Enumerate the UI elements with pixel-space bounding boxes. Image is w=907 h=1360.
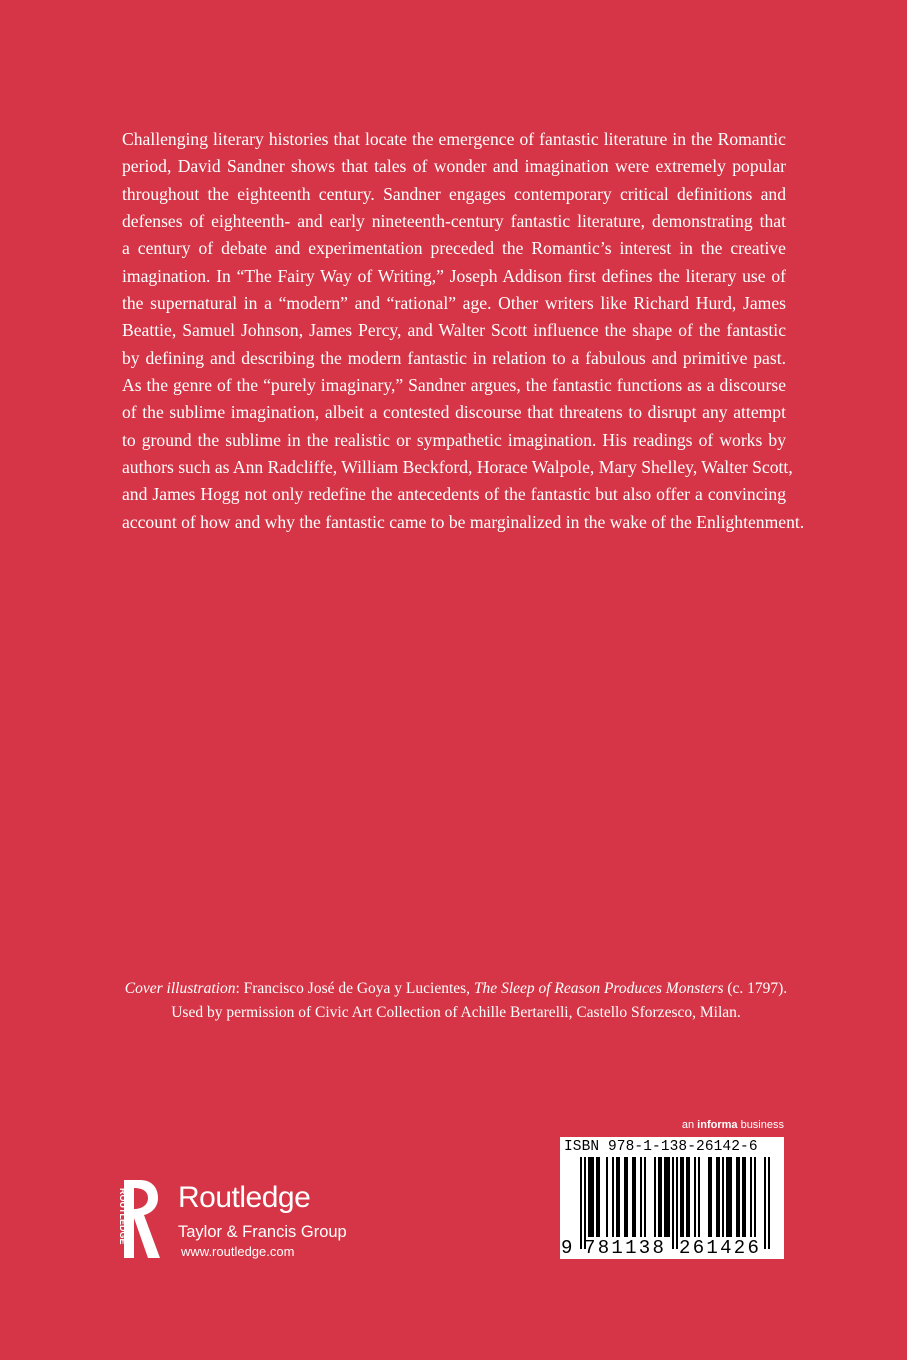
blurb-line: period, David Sandner shows that tales of wonder and imagination were extremely popular (122, 156, 786, 177)
barcode-digits-left: 781138 (584, 1237, 667, 1259)
publisher-name: Routledge (178, 1181, 311, 1214)
barcode-bar (742, 1157, 744, 1237)
isbn-barcode (560, 1137, 784, 1259)
barcode-digits (560, 1238, 784, 1258)
barcode-bar (598, 1157, 600, 1237)
barcode-bar (632, 1157, 634, 1237)
blurb-line: by defining and describing the modern fantastic in relation to a fabulous and primitive past. (122, 347, 786, 368)
barcode-bar (730, 1157, 732, 1237)
credit-work-title: The Sleep of Reason Produces Monsters (473, 980, 724, 997)
barcode-bar (726, 1157, 728, 1237)
barcode-bar (616, 1157, 618, 1237)
barcode-bar (764, 1157, 766, 1249)
barcode-bar (624, 1157, 626, 1237)
blurb-line: As the genre of the “purely imaginary,” Sandner argues, the fantastic functions as a discourse (122, 375, 786, 396)
barcode-bar (722, 1157, 724, 1237)
barcode-bar (634, 1157, 636, 1237)
blurb-line: and James Hogg not only redefine the antecedents of the fantastic but also offer a convincing (122, 484, 786, 505)
barcode-digits-right: 261426 (679, 1237, 762, 1259)
blurb-line: Challenging literary histories that locate the emergence of fantastic literature in the Romantic (122, 129, 786, 149)
barcode-bar (716, 1157, 718, 1237)
cover-illustration-credit (120, 977, 792, 1025)
blurb-line: account of how and why the fantastic came to be marginalized in the wake of the Enlightenment. (122, 511, 805, 532)
barcode-bar (590, 1157, 592, 1237)
barcode-bar (654, 1157, 656, 1237)
barcode-bar (754, 1157, 756, 1237)
barcode-bar (640, 1157, 642, 1237)
barcode-bar (738, 1157, 740, 1237)
blurb-line: to ground the sublime in the realistic or sympathetic imagination. His readings of works by (122, 429, 786, 450)
credit-line-2: Used by permission of Civic Art Collection of Achille Bertarelli, Castello Sforzesco, Milan. (171, 1004, 741, 1021)
barcode-bar (668, 1157, 670, 1237)
barcode-bar (708, 1157, 710, 1237)
barcode-bar (686, 1157, 688, 1237)
barcode-bar (596, 1157, 598, 1237)
blurb-line: a century of debate and experimentation preceded the Romantic’s interest in the creative (122, 238, 786, 259)
routledge-mark-text: ROUTLEDGE (118, 1188, 128, 1245)
barcode-bar (588, 1157, 590, 1237)
barcode-bar (626, 1157, 628, 1237)
barcode-bar (618, 1157, 620, 1237)
barcode-bar (710, 1157, 712, 1237)
barcode-bar (694, 1157, 696, 1237)
publisher-group: Taylor & Francis Group (178, 1223, 347, 1241)
barcode-bar (682, 1157, 684, 1237)
barcode-bar (664, 1157, 666, 1237)
blurb-line: defenses of eighteenth- and early nineteenth-century fantastic literature, demonstrating that (122, 211, 786, 232)
barcode-bar (736, 1157, 738, 1237)
informa-post: business (737, 1119, 784, 1131)
blurb-text (122, 126, 805, 536)
barcode-bar (688, 1157, 690, 1237)
barcode-bar (644, 1157, 646, 1237)
barcode-bar (584, 1157, 586, 1249)
credit-label: Cover illustration (124, 980, 236, 997)
blurb-line: of the sublime imagination, albeit a contested discourse that threatens to disrupt any attempt (122, 402, 786, 423)
blurb-line: imagination. In “The Fairy Way of Writing,” Joseph Addison first defines the literary use of (122, 265, 786, 286)
barcode-bar (606, 1157, 608, 1237)
blurb-line: Beattie, Samuel Johnson, James Percy, and Walter Scott influence the shape of the fantastic (122, 320, 786, 341)
barcode-bar (728, 1157, 730, 1237)
blurb-line: the supernatural in a “modern” and “rational” age. Other writers like Richard Hurd, James (122, 293, 786, 314)
isbn-label: ISBN 978-1-138-26142-6 (564, 1139, 758, 1155)
barcode-bar (718, 1157, 720, 1237)
informa-business-tag (680, 1118, 784, 1132)
blurb-line: throughout the eighteenth century. Sandner engages contemporary critical definitions and (122, 183, 786, 204)
credit-artist: : Francisco José de Goya y Lucientes, (235, 980, 474, 997)
barcode-bar (658, 1157, 660, 1237)
routledge-mark-icon (118, 1178, 164, 1260)
barcode-bar (592, 1157, 594, 1237)
barcode-bar (676, 1157, 678, 1249)
publisher-url: www.routledge.com (181, 1244, 295, 1259)
barcode-bar (744, 1157, 746, 1237)
barcode-bar (612, 1157, 614, 1237)
barcode-bar (680, 1157, 682, 1237)
barcode-bar (750, 1157, 752, 1237)
credit-line-1 (120, 977, 792, 1001)
barcode-bar (672, 1157, 674, 1249)
barcode-bar (698, 1157, 700, 1237)
routledge-logo (118, 1178, 378, 1268)
credit-date: (c. 1797). (723, 980, 788, 997)
barcode-bar (660, 1157, 662, 1237)
informa-pre: an (681, 1119, 698, 1131)
barcode-bar (666, 1157, 668, 1237)
barcode-bar (768, 1157, 770, 1249)
barcode-bar (580, 1157, 582, 1249)
barcode-digit-first: 9 (561, 1237, 573, 1259)
informa-brand: informa (697, 1119, 738, 1131)
blurb-line: authors such as Ann Radcliffe, William Beckford, Horace Walpole, Mary Shelley, Walter Scott, (122, 457, 793, 478)
